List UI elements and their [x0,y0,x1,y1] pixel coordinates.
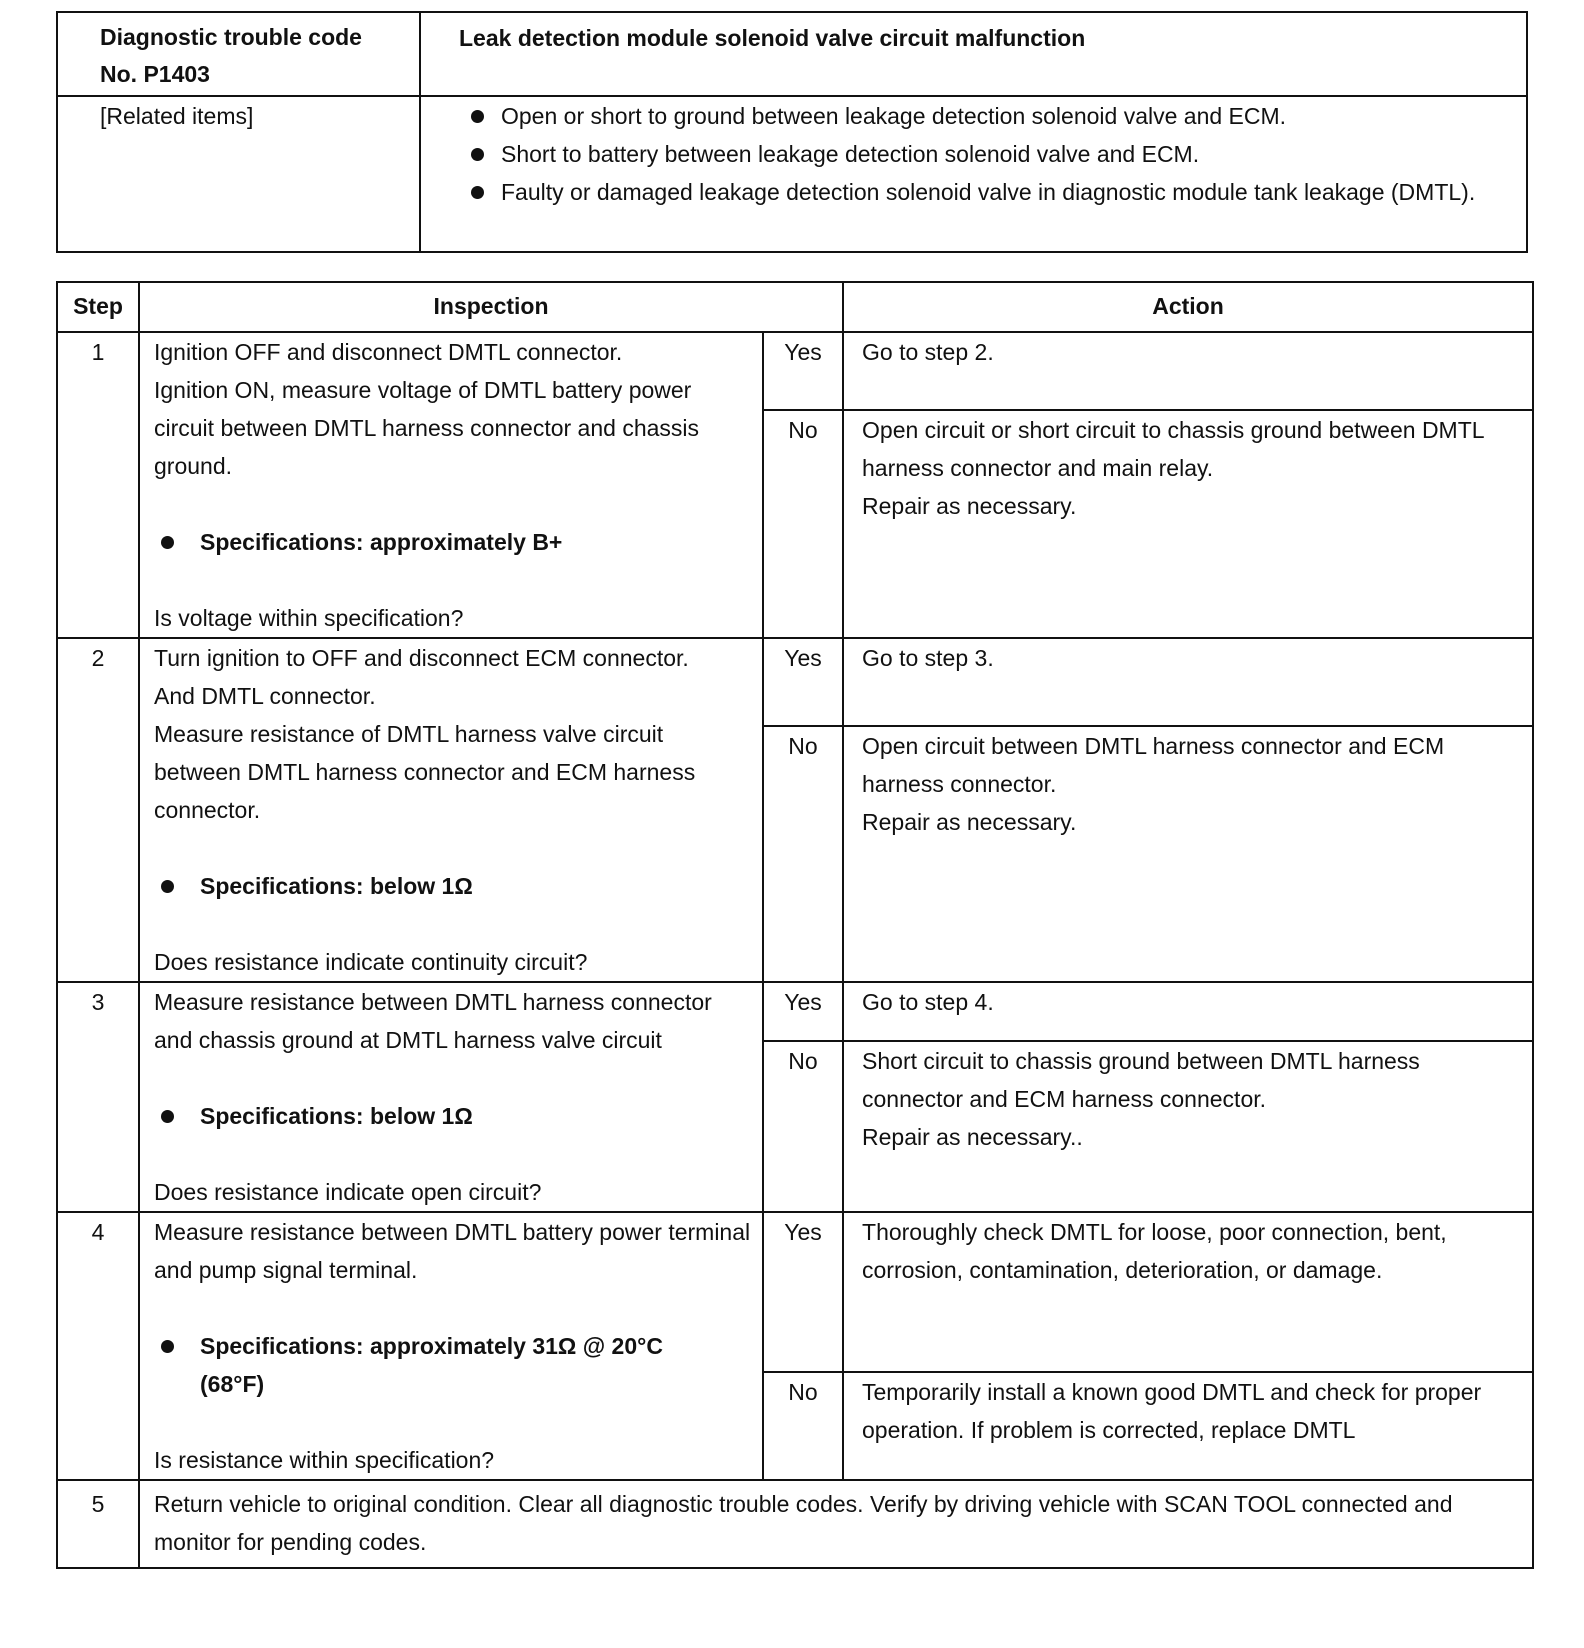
column-header-action: Action [843,282,1533,332]
column-header-inspection: Inspection [139,282,843,332]
action-text: Repair as necessary. [862,493,1077,520]
inspection-question: Is resistance within specification? [154,1447,495,1473]
yes-label: Yes [763,982,843,1041]
dtc-code-cell [57,12,420,96]
yes-action: Go to step 3. [843,638,1533,726]
step-number: 4 [57,1212,139,1480]
table-row [57,332,1533,410]
dtc-code-number: No. P1403 [100,61,210,87]
inspection-text: Ignition ON, measure voltage of DMTL battery power circuit between DMTL harness connector and chassis ground. [154,377,700,479]
yes-action: Thoroughly check DMTL for loose, poor connection, bent, corrosion, contamination, deterioration, or damage. [843,1212,1533,1372]
dtc-header-table [56,11,1528,253]
step-number: 3 [57,982,139,1212]
related-items-label: [Related items] [57,96,420,252]
dtc-title: Leak detection module solenoid valve circuit malfunction [420,12,1527,96]
inspection-text: Turn ignition to OFF and disconnect ECM connector. [154,645,689,671]
inspection-text: Ignition OFF and disconnect DMTL connector. [154,339,623,365]
table-row [57,1480,1533,1568]
no-label: No [763,1372,843,1480]
inspection-question: Does resistance indicate open circuit? [154,1179,542,1205]
table-row [57,638,1533,726]
no-label: No [763,410,843,638]
inspection-cell [139,982,763,1212]
no-label: No [763,726,843,982]
inspection-question: Does resistance indicate continuity circuit? [154,949,588,975]
related-item: Faulty or damaged leakage detection solenoid valve in diagnostic module tank leakage (DMTL). [463,173,1516,211]
related-items-list [421,97,1526,211]
yes-label: Yes [763,332,843,410]
action-text: Open circuit or short circuit to chassis ground between DMTL harness connector and main relay. [862,417,1484,482]
specification: Specifications: approximately B+ [154,523,754,561]
inspection-text: And DMTL connector. [154,683,376,709]
step-number: 2 [57,638,139,982]
no-action [843,410,1533,638]
specification: Specifications: below 1Ω [154,1097,754,1135]
inspection-question: Is voltage within specification? [154,605,464,631]
specification: Specifications: below 1Ω [154,867,754,905]
table-row [57,1212,1533,1372]
inspection-cell [139,638,763,982]
dtc-code-label: Diagnostic trouble code [100,24,362,50]
diagnostic-steps-table [56,281,1534,1569]
yes-label: Yes [763,1212,843,1372]
related-item: Open or short to ground between leakage detection solenoid valve and ECM. [463,97,1516,135]
step-number: 1 [57,332,139,638]
inspection-cell [139,332,763,638]
yes-action: Go to step 2. [843,332,1533,410]
table-row [57,982,1533,1041]
no-label: No [763,1041,843,1212]
yes-label: Yes [763,638,843,726]
action-text: Open circuit between DMTL harness connector and ECM harness connector. [862,733,1445,798]
no-action [843,1041,1533,1212]
inspection-text: Measure resistance of DMTL harness valve circuit between DMTL harness connector and ECM harness connector. [154,721,696,823]
step-number: 5 [57,1480,139,1568]
inspection-cell [139,1212,763,1480]
no-action [843,1372,1533,1480]
final-step-text: Return vehicle to original condition. Clear all diagnostic trouble codes. Verify by driving vehicle with SCAN TOOL connected and monitor for pending codes. [139,1480,1533,1568]
inspection-text: Measure resistance between DMTL battery power terminal and pump signal terminal. [154,1219,751,1283]
column-header-step: Step [57,282,139,332]
no-action [843,726,1533,982]
action-text: Short circuit to chassis ground between DMTL harness connector and ECM harness connector. [862,1047,1420,1112]
action-text: Repair as necessary. [862,809,1077,836]
specification: Specifications: approximately 31Ω @ 20°C (68°F) [154,1327,754,1403]
action-text: Repair as necessary.. [862,1123,1083,1150]
related-items-cell [420,96,1527,252]
related-item: Short to battery between leakage detection solenoid valve and ECM. [463,135,1516,173]
yes-action: Go to step 4. [843,982,1533,1041]
action-text: Temporarily install a known good DMTL and check for proper operation. If problem is corrected, replace DMTL [862,1379,1482,1444]
inspection-text: Measure resistance between DMTL harness connector and chassis ground at DMTL harness valve circuit [154,989,712,1053]
